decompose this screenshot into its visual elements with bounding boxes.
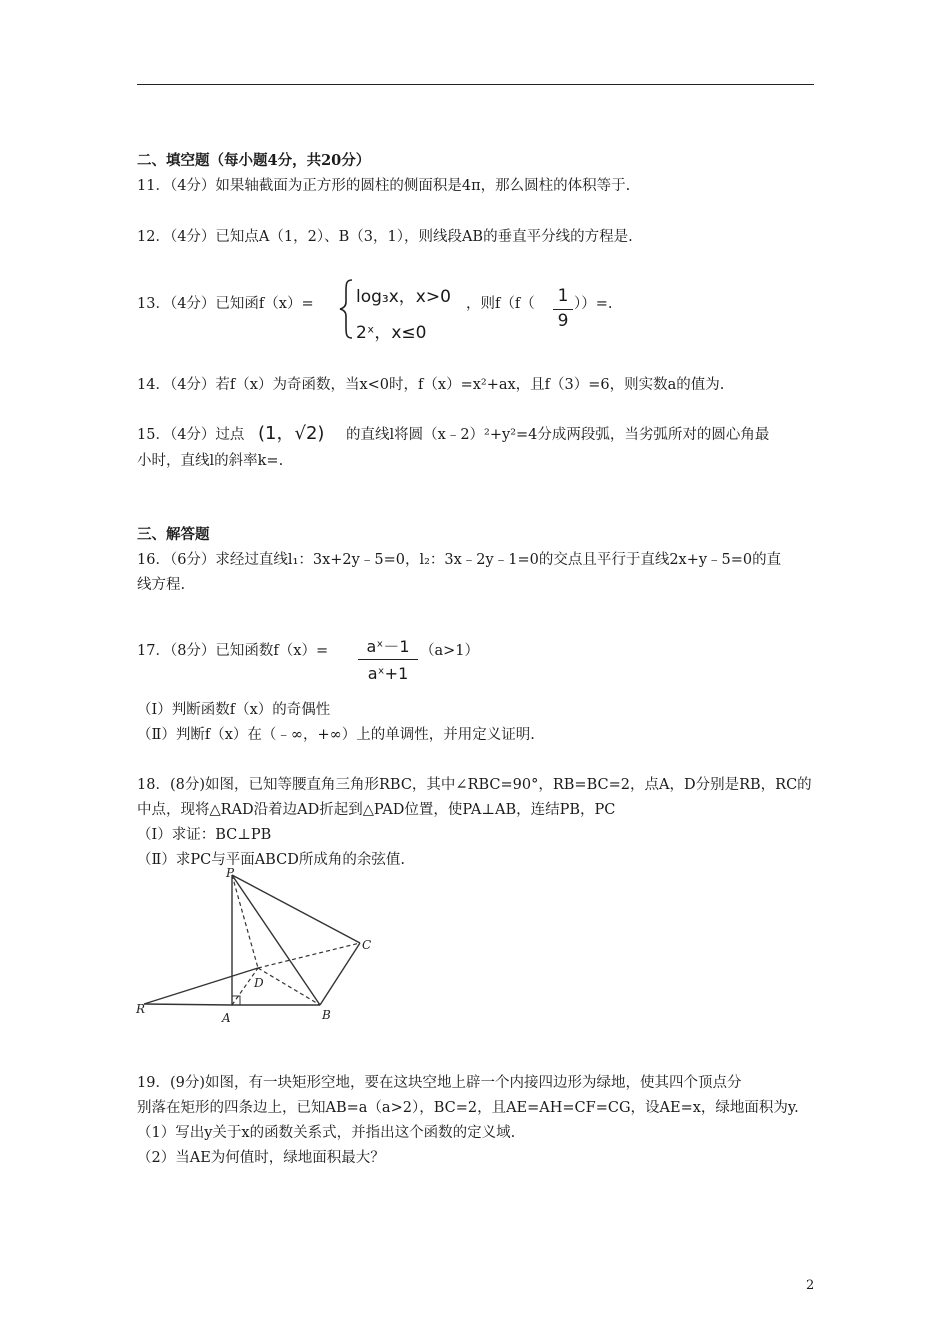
question-14: 14．（4分）若f（x）为奇函数，当x<0时，f（x）=x²+ax，且f（3）=6，则实数a的值为. <box>137 377 725 393</box>
label-b: B <box>322 1008 331 1022</box>
label-r: R <box>136 1002 146 1016</box>
question-19-part2: （2）当AE为何值时，绿地面积最大？ <box>137 1150 385 1166</box>
question-17-suffix: （a>1） <box>420 643 480 659</box>
question-18-part1: （Ⅰ）求证：BC⊥PB <box>137 827 272 843</box>
question-12: 12．（4分）已知点A（1，2）、B（3，1），则线段AB的垂直平分线的方程是. <box>137 229 633 245</box>
fraction-denominator: aˣ+1 <box>367 664 409 683</box>
section2-heading: 二、填空题（每小题4分，共20分） <box>137 152 371 169</box>
section3-heading: 三、解答题 <box>137 526 210 543</box>
label-d: D <box>254 976 264 990</box>
question-13-mid: ，则f（f（ <box>466 296 535 312</box>
fraction-bar <box>358 659 418 660</box>
question-18-part2: （Ⅱ）求PC与平面ABCD所成角的余弦值. <box>137 852 405 868</box>
piecewise-case-2: 2ˣ，x≤0 <box>356 323 427 343</box>
question-17-prefix: 17．（8分）已知函数f（x）= <box>137 643 329 659</box>
pyramid-figure <box>130 865 380 1025</box>
piecewise-case-1: log₃x，x>0 <box>356 287 451 307</box>
label-c: C <box>362 938 372 952</box>
header-rule <box>137 84 814 85</box>
page-number: 2 <box>806 1278 815 1293</box>
question-19-line1: 19．(9分)如图，有一块矩形空地，要在这块空地上辟一个内接四边形为绿地，使其四个顶点分 <box>137 1075 742 1091</box>
fraction-numerator: 1 <box>557 286 569 306</box>
question-19-part1: （1）写出y关于x的函数关系式，并指出这个函数的定义域. <box>137 1125 516 1141</box>
question-15-line1b: 的直线l将圆（x﹣2）²+y²=4分成两段弧，当劣弧所对的圆心角最 <box>346 427 770 443</box>
question-19-line2: 别落在矩形的四条边上，已知AB=a（a>2），BC=2，且AE=AH=CF=CG，设AE=x，绿地面积为y. <box>137 1100 799 1116</box>
label-p: P <box>226 866 235 880</box>
fraction-denominator: 9 <box>557 311 569 331</box>
label-a: A <box>222 1011 231 1025</box>
question-13-prefix: 13．（4分）已知函f（x）= <box>137 296 314 312</box>
question-17-part2: （Ⅱ）判断f（x）在（﹣∞，+∞）上的单调性，并用定义证明. <box>137 727 535 743</box>
question-15-point: (1，√2) <box>258 423 325 444</box>
question-16-line2: 线方程. <box>137 577 186 593</box>
fraction-bar <box>553 309 573 310</box>
question-16-line1: 16．（6分）求经过直线l₁：3x+2y﹣5=0，l₂：3x﹣2y﹣1=0的交点且平行于直线2x+y﹣5=0的直 <box>137 552 782 568</box>
piecewise-brace-icon <box>338 278 358 340</box>
question-15-line1a: 15．（4分）过点 <box>137 427 245 443</box>
fraction-numerator: aˣ－1 <box>366 637 410 656</box>
question-17-part1: （Ⅰ）判断函数f（x）的奇偶性 <box>137 702 331 718</box>
question-11: 11．（4分）如果轴截面为正方形的圆柱的侧面积是4π，那么圆柱的体积等于. <box>137 178 631 194</box>
question-13-suffix: ））=. <box>574 296 613 312</box>
question-18-line1: 18．(8分)如图，已知等腰直角三角形RBC，其中∠RBC=90°，RB=BC=2，点A，D分别是RB，RC的 <box>137 777 812 793</box>
question-18-line2: 中点，现将△RAD沿着边AD折起到△PAD位置，使PA⊥AB，连结PB，PC <box>137 802 616 818</box>
question-15-line2: 小时，直线l的斜率k=. <box>137 453 284 469</box>
